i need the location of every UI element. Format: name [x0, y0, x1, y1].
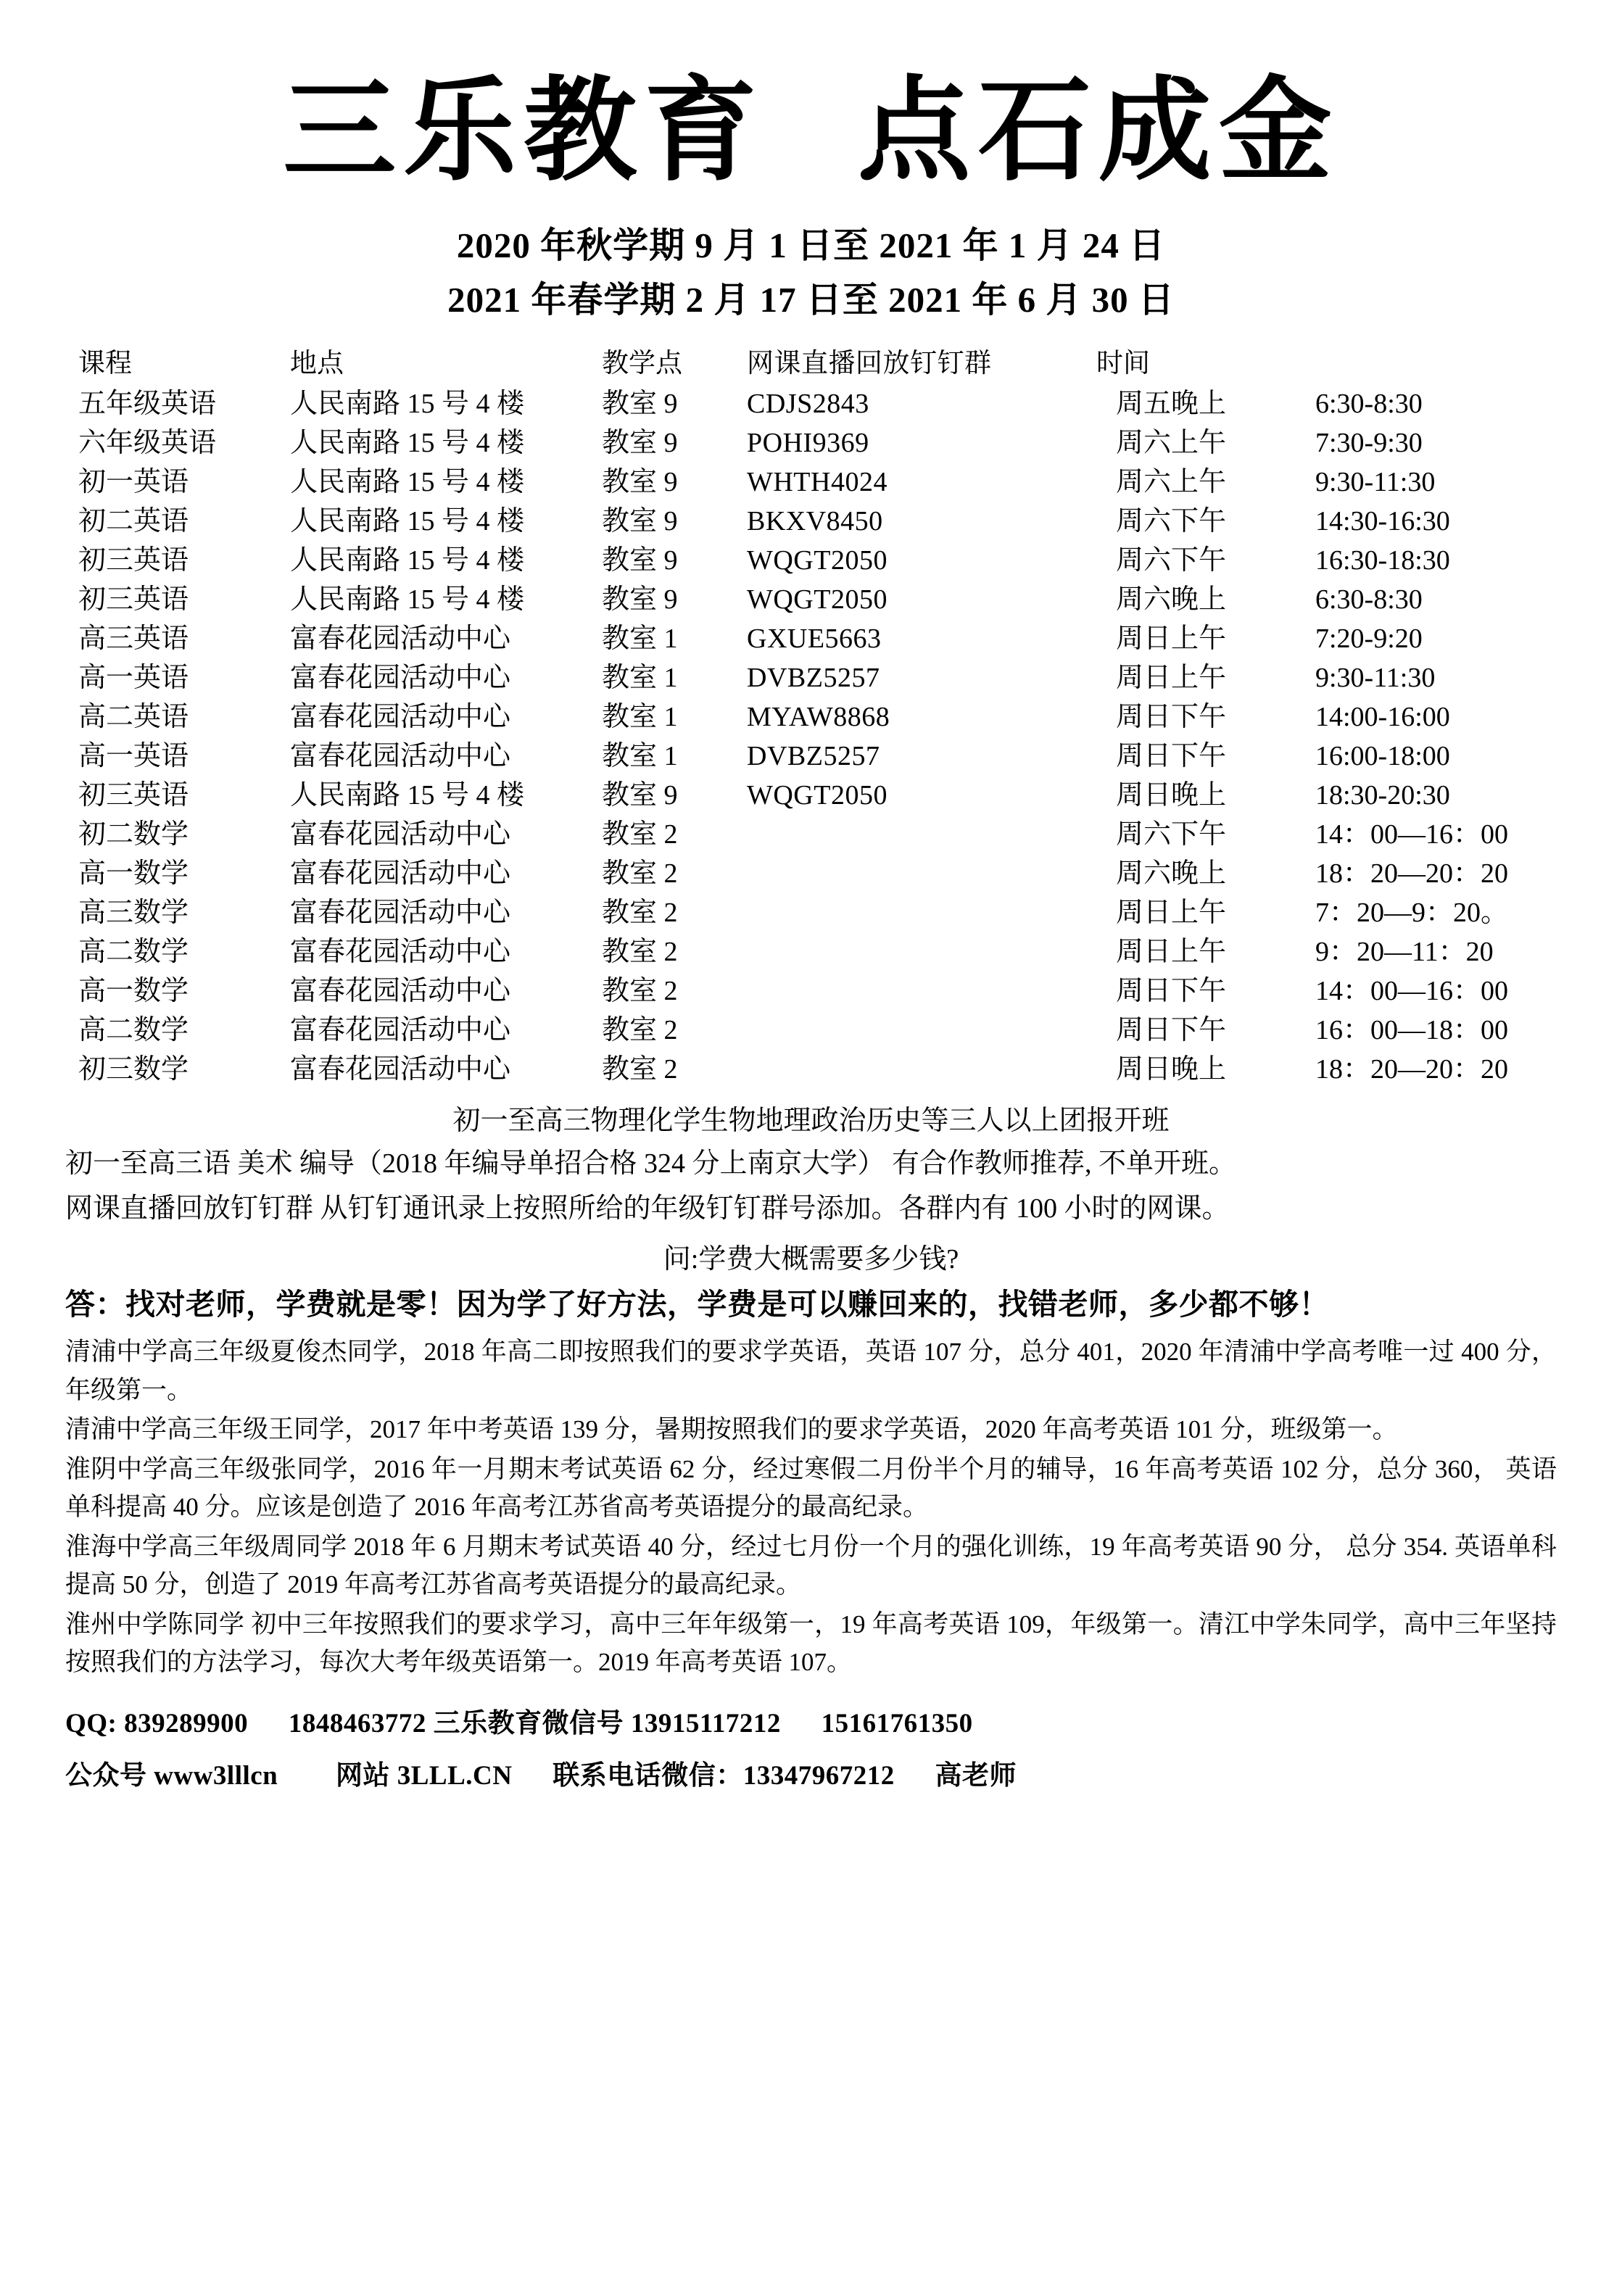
row-time: 14：00—16：00	[1315, 976, 1509, 1007]
row-group: DVBZ5257	[747, 663, 880, 694]
qq-number-1: 839289900	[124, 1708, 249, 1738]
table-row	[65, 580, 1557, 619]
row-place: 富春花园活动中心	[290, 1054, 511, 1085]
row-room: 教室 2	[602, 976, 678, 1007]
row-time: 18：20—20：20	[1315, 858, 1509, 890]
row-time: 9:30-11:30	[1315, 467, 1436, 498]
table-row	[65, 541, 1557, 580]
row-group: POHI9369	[747, 428, 869, 459]
row-time: 16:30-18:30	[1315, 545, 1450, 576]
row-course: 初一英语	[78, 467, 189, 498]
row-time: 7:20-9:20	[1315, 623, 1423, 655]
row-room: 教室 9	[602, 545, 678, 576]
row-day: 周日上午	[1115, 898, 1226, 929]
header-group: 网课直播回放钉钉群	[747, 349, 992, 379]
testimonial-paragraph: 淮州中学陈同学 初中三年按照我们的要求学习，高中三年年级第一，19 年高考英语 109，年级第一。清江中学朱同学，高中三年坚持按照我们的方法学习，每次大考年级英语第一。2019 年高考英语 107。	[65, 1609, 1557, 1677]
row-place: 富春花园活动中心	[290, 858, 511, 890]
row-place: 富春花园活动中心	[290, 741, 511, 772]
table-row	[65, 815, 1557, 854]
row-day: 周日下午	[1115, 741, 1226, 772]
faq-question: 问:学费大概需要多少钱?	[663, 1244, 959, 1275]
row-room: 教室 2	[602, 858, 678, 890]
table-row	[65, 658, 1557, 697]
row-time: 18：20—20：20	[1315, 1054, 1509, 1085]
row-day: 周六下午	[1115, 819, 1226, 850]
row-group: WHTH4024	[747, 467, 887, 498]
row-course: 高二英语	[78, 702, 189, 733]
row-group: WQGT2050	[747, 584, 887, 616]
row-day: 周日上午	[1115, 663, 1226, 694]
row-room: 教室 9	[602, 389, 678, 420]
row-day: 周日下午	[1115, 1015, 1226, 1046]
row-day: 周日晚上	[1115, 780, 1226, 811]
row-day: 周五晚上	[1115, 389, 1226, 420]
row-group	[747, 932, 1066, 971]
row-day: 周六下午	[1115, 506, 1226, 537]
row-day: 周日下午	[1115, 976, 1226, 1007]
row-time: 16:00-18:00	[1315, 741, 1450, 772]
row-place: 富春花园活动中心	[290, 976, 511, 1007]
term-block	[65, 220, 1557, 326]
row-day: 周六晚上	[1115, 858, 1226, 890]
row-place: 人民南路 15 号 4 楼	[290, 467, 525, 498]
row-place: 人民南路 15 号 4 楼	[290, 506, 525, 537]
group-class-note: 初一至高三物理化学生物地理政治历史等三人以上团报开班	[452, 1106, 1170, 1137]
faq-answer: 答：找对老师，学费就是零！因为学了好方法，学费是可以赚回来的，找错老师，多少都不够！	[65, 1288, 1329, 1322]
contact-line-1	[65, 1701, 1557, 1740]
row-time: 14:30-16:30	[1315, 506, 1450, 537]
row-course: 五年级英语	[78, 389, 217, 420]
testimonial-paragraph: 清浦中学高三年级王同学，2017 年中考英语 139 分，暑期按照我们的要求学英语，2020 年高考英语 101 分，班级第一。	[65, 1415, 1398, 1444]
row-place: 富春花园活动中心	[290, 623, 511, 655]
qq-label: QQ:	[65, 1708, 117, 1738]
row-day: 周六上午	[1115, 428, 1226, 459]
row-course: 初三英语	[78, 584, 189, 616]
table-row	[65, 697, 1557, 737]
table-row	[65, 932, 1557, 971]
wechat-label: 三乐教育微信号	[433, 1708, 624, 1738]
row-group: WQGT2050	[747, 545, 887, 576]
row-course: 初三数学	[78, 1054, 189, 1085]
row-day: 周六上午	[1115, 467, 1226, 498]
header-room: 教学点	[602, 349, 682, 379]
qq-number-2: 1848463772	[288, 1708, 426, 1738]
row-time: 14:00-16:00	[1315, 702, 1450, 733]
table-row	[65, 737, 1557, 776]
row-room: 教室 1	[602, 702, 678, 733]
row-place: 人民南路 15 号 4 楼	[290, 428, 525, 459]
row-room: 教室 9	[602, 780, 678, 811]
testimonial-list	[65, 1333, 1557, 1682]
table-row	[65, 893, 1557, 932]
row-room: 教室 1	[602, 741, 678, 772]
row-group	[747, 854, 1066, 893]
row-room: 教室 9	[602, 506, 678, 537]
row-place: 人民南路 15 号 4 楼	[290, 780, 525, 811]
row-day: 周日上午	[1115, 937, 1226, 968]
row-course: 初三英语	[78, 780, 189, 811]
row-room: 教室 2	[602, 898, 678, 929]
row-group	[747, 815, 1066, 854]
row-room: 教室 2	[602, 1054, 678, 1085]
website-value: 3LLL.CN	[397, 1760, 513, 1791]
wechat-number-1: 13915117212	[630, 1708, 781, 1738]
table-row	[65, 854, 1557, 893]
row-time: 16：00—18：00	[1315, 1015, 1509, 1046]
spring-term-line: 2021 年春学期 2 月 17 日至 2021 年 6 月 30 日	[447, 280, 1175, 320]
table-row	[65, 502, 1557, 541]
official-account-label: 公众号	[65, 1760, 147, 1791]
row-course: 高一英语	[78, 663, 189, 694]
row-time: 14：00—16：00	[1315, 819, 1509, 850]
row-course: 初二数学	[78, 819, 189, 850]
contact-line-2	[65, 1753, 1557, 1792]
row-place: 富春花园活动中心	[290, 898, 511, 929]
arts-note: 初一至高三语 美术 编导（2018 年编导单招合格 324 分上南京大学） 有合作教师推荐, 不单开班。	[65, 1148, 1237, 1180]
row-time: 9:30-11:30	[1315, 663, 1436, 694]
row-course: 六年级英语	[78, 428, 217, 459]
banner-title: 三乐教育 点石成金	[283, 64, 1339, 196]
row-room: 教室 1	[602, 663, 678, 694]
row-course: 高一英语	[78, 741, 189, 772]
row-course: 高三数学	[78, 898, 189, 929]
row-place: 富春花园活动中心	[290, 663, 511, 694]
row-day: 周六下午	[1115, 545, 1226, 576]
table-row	[65, 384, 1557, 423]
row-room: 教室 9	[602, 467, 678, 498]
table-row	[65, 1011, 1557, 1050]
row-course: 高二数学	[78, 937, 189, 968]
row-course: 高三英语	[78, 623, 189, 655]
table-row	[65, 619, 1557, 658]
row-day: 周六晚上	[1115, 584, 1226, 616]
row-group: GXUE5663	[747, 623, 882, 655]
row-group: WQGT2050	[747, 780, 887, 811]
row-time: 9：20—11：20	[1315, 937, 1494, 968]
row-place: 富春花园活动中心	[290, 937, 511, 968]
row-room: 教室 9	[602, 584, 678, 616]
row-time: 6:30-8:30	[1315, 584, 1423, 616]
row-place: 富春花园活动中心	[290, 1015, 511, 1046]
row-group: DVBZ5257	[747, 741, 880, 772]
header-place: 地点	[290, 349, 344, 379]
row-group	[747, 1011, 1066, 1050]
table-row	[65, 971, 1557, 1011]
row-place: 富春花园活动中心	[290, 702, 511, 733]
header-time: 时间	[1096, 349, 1150, 379]
dingtalk-note: 网课直播回放钉钉群 从钉钉通讯录上按照所给的年级钉钉群号添加。各群内有 100 小时的网课。	[65, 1193, 1230, 1224]
row-room: 教室 2	[602, 1015, 678, 1046]
row-day: 周日上午	[1115, 623, 1226, 655]
row-course: 高一数学	[78, 858, 189, 890]
testimonial-paragraph: 淮海中学高三年级周同学 2018 年 6 月期末考试英语 40 分，经过七月份一个月的强化训练，19 年高考英语 90 分， 总分 354. 英语单科提高 50 分，创造了 2019 年高考江苏省高考英语提分的最高纪录。	[65, 1532, 1557, 1599]
row-room: 教室 9	[602, 428, 678, 459]
table-row	[65, 1050, 1557, 1089]
phone-value: 13347967212	[742, 1760, 895, 1791]
row-place: 人民南路 15 号 4 楼	[290, 545, 525, 576]
row-course: 高一数学	[78, 976, 189, 1007]
website-label: 网站	[336, 1760, 390, 1791]
testimonial-paragraph: 清浦中学高三年级夏俊杰同学，2018 年高二即按照我们的要求学英语，英语 107 分，总分 401，2020 年清浦中学高考唯一过 400 分，年级第一。	[65, 1338, 1557, 1404]
wechat-number-2: 15161761350	[821, 1708, 973, 1738]
row-group	[747, 893, 1066, 932]
testimonial-paragraph: 淮阴中学高三年级张同学，2016 年一月期末考试英语 62 分，经过寒假二月份半个月的辅导，16 年高考英语 102 分，总分 360， 英语单科提高 40 分。应该是创造了 2016 年高考江苏省高考英语提分的最高纪录。	[65, 1454, 1557, 1522]
row-place: 人民南路 15 号 4 楼	[290, 389, 525, 420]
header-course: 课程	[78, 349, 132, 379]
row-group	[747, 971, 1066, 1011]
table-row	[65, 423, 1557, 463]
row-place: 富春花园活动中心	[290, 819, 511, 850]
row-group: BKXV8450	[747, 506, 883, 537]
header-time-spacer	[1276, 344, 1557, 384]
row-room: 教室 2	[602, 819, 678, 850]
row-group: MYAW8868	[747, 702, 890, 733]
teacher-name: 高老师	[935, 1760, 1017, 1791]
row-course: 初二英语	[78, 506, 189, 537]
row-place: 人民南路 15 号 4 楼	[290, 584, 525, 616]
row-course: 初三英语	[78, 545, 189, 576]
row-room: 教室 1	[602, 623, 678, 655]
row-room: 教室 2	[602, 937, 678, 968]
row-group: CDJS2843	[747, 389, 869, 420]
row-day: 周日下午	[1115, 702, 1226, 733]
table-row	[65, 776, 1557, 815]
class-schedule-table	[65, 344, 1557, 1089]
row-time: 6:30-8:30	[1315, 389, 1423, 420]
table-row	[65, 463, 1557, 502]
row-course: 高二数学	[78, 1015, 189, 1046]
row-group	[747, 1050, 1066, 1089]
row-time: 7：20—9：20。	[1315, 898, 1509, 929]
official-account-value: www3lllcn	[154, 1760, 278, 1791]
row-day: 周日晚上	[1115, 1054, 1226, 1085]
row-time: 18:30-20:30	[1315, 780, 1450, 811]
table-header-row	[65, 344, 1557, 384]
autumn-term-line: 2020 年秋学期 9 月 1 日至 2021 年 1 月 24 日	[456, 225, 1166, 266]
row-time: 7:30-9:30	[1315, 428, 1423, 459]
phone-label: 联系电话微信：	[553, 1760, 743, 1791]
